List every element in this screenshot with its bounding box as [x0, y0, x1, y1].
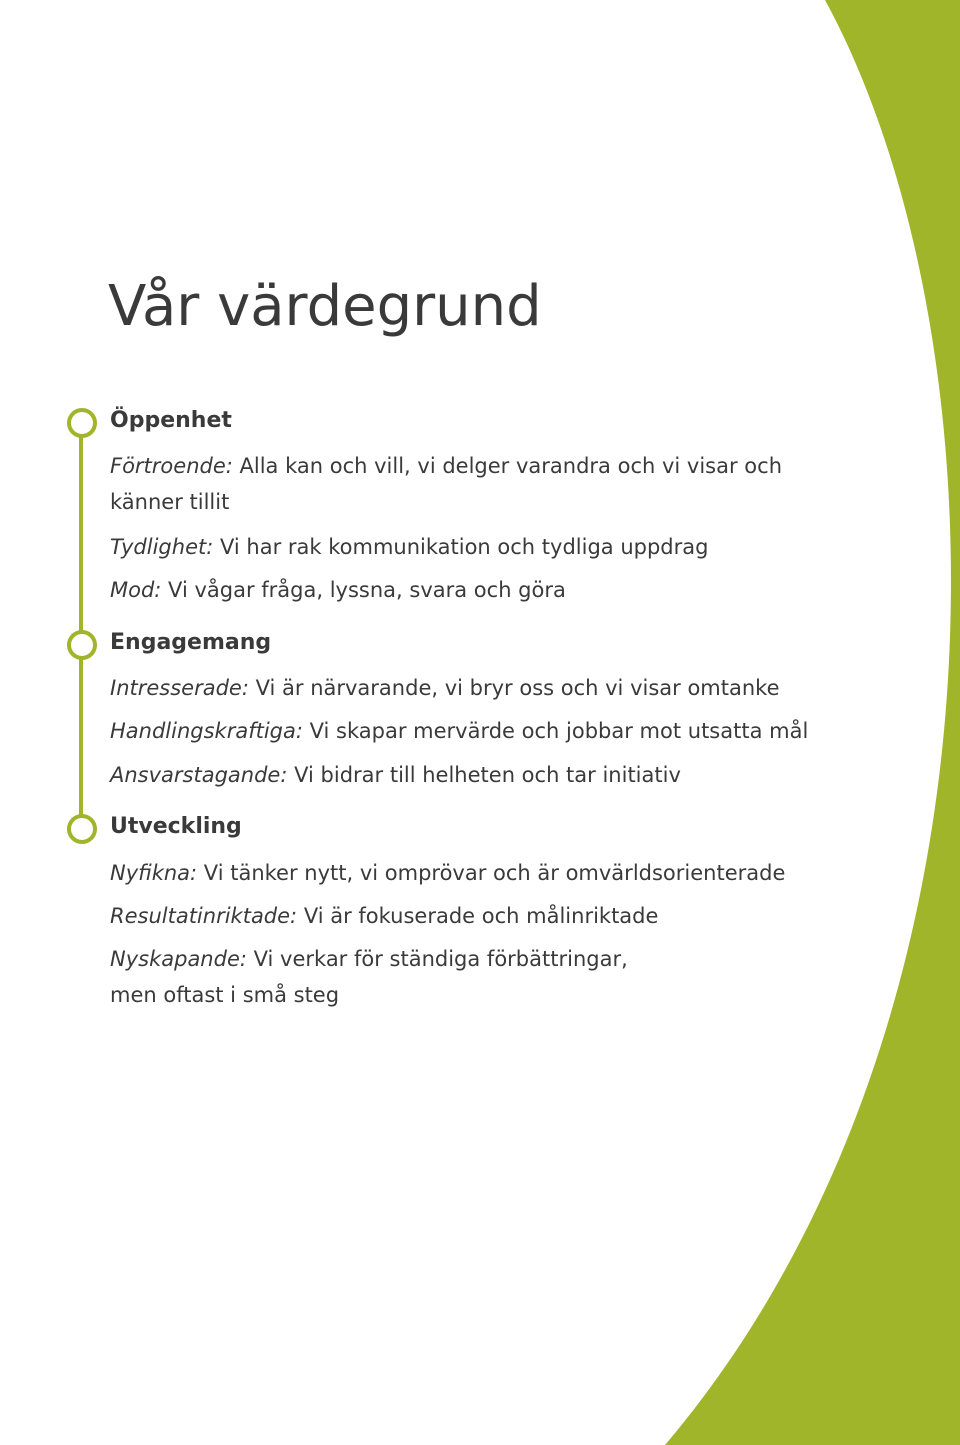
timeline-circle-icon	[67, 630, 97, 660]
value-term: Nyfikna:	[110, 861, 198, 885]
timeline-line	[79, 422, 83, 828]
value-text: Vi är närvarande, vi bryr oss och vi visar omtanke	[248, 676, 780, 700]
value-text: Vi har rak kommunikation och tydliga uppdrag	[213, 535, 709, 559]
value-fortroende-cont: känner tillit	[110, 490, 230, 514]
value-text: Vi skapar mervärde och jobbar mot utsatta mål	[302, 719, 809, 743]
value-text: Vi bidrar till helheten och tar initiativ	[287, 763, 681, 787]
value-text: Vi är fokuserade och målinriktade	[297, 904, 659, 928]
value-term: Mod:	[110, 578, 162, 602]
value-mod	[110, 572, 566, 608]
value-term: Nyskapande:	[110, 947, 247, 971]
section-heading-utveckling: Utveckling	[110, 814, 242, 839]
value-text: Vi verkar för ständiga förbättringar,	[246, 947, 628, 971]
value-nyskapande	[110, 941, 628, 977]
value-handlingskraftiga	[110, 713, 808, 749]
timeline-circle-icon	[67, 408, 97, 438]
timeline-circle-icon	[67, 814, 97, 844]
section-heading-oppenhet: Öppenhet	[110, 408, 232, 433]
value-intresserade	[110, 670, 780, 706]
value-nyfikna	[110, 855, 785, 891]
value-term: Handlingskraftiga:	[110, 719, 303, 743]
value-tydlighet	[110, 529, 708, 565]
value-nyskapande-cont: men oftast i små steg	[110, 983, 340, 1007]
page-title: Vår värdegrund	[108, 274, 542, 339]
value-text: Vi vågar fråga, lyssna, svara och göra	[161, 578, 566, 602]
value-term: Resultatinriktade:	[110, 904, 298, 928]
value-term: Ansvarstagande:	[110, 763, 288, 787]
value-resultatinriktade	[110, 898, 658, 934]
value-text: Vi tänker nytt, vi omprövar och är omvärldsorienterade	[197, 861, 786, 885]
value-term: Tydlighet:	[110, 535, 214, 559]
value-text: Alla kan och vill, vi delger varandra och vi visar och	[232, 454, 783, 478]
value-fortroende	[110, 448, 782, 484]
value-ansvarstagande	[110, 757, 681, 793]
value-term: Förtroende:	[110, 454, 233, 478]
value-term: Intresserade:	[110, 676, 249, 700]
section-heading-engagemang: Engagemang	[110, 630, 272, 655]
